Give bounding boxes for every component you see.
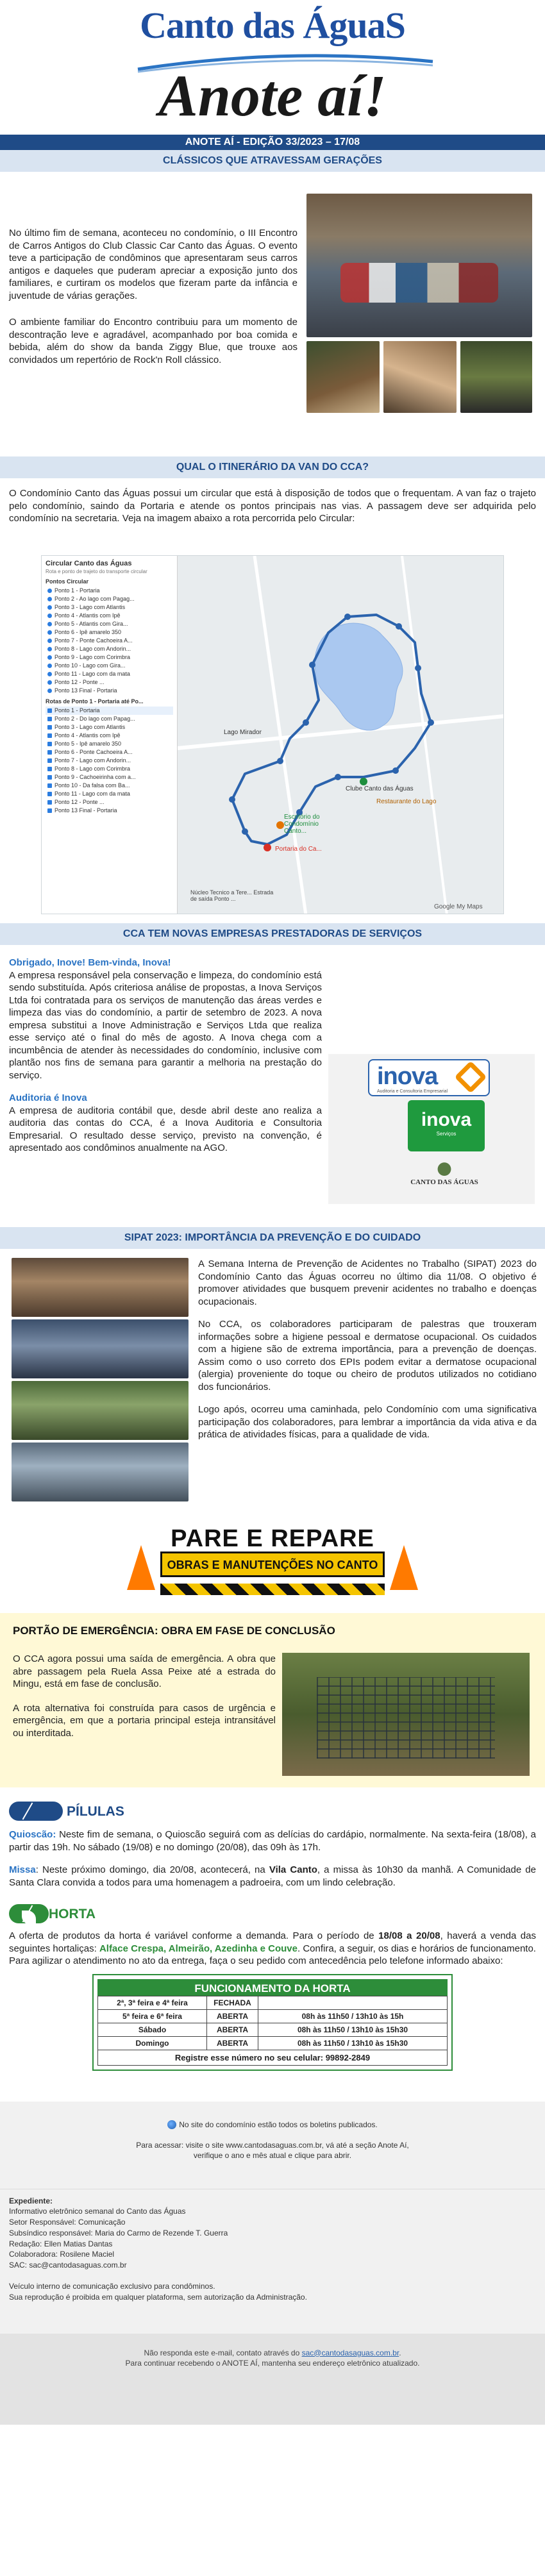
footer-line-3: verifique o ano e mês atual e clique para abrir. [193, 2150, 352, 2160]
horta-content [0, 1930, 545, 1968]
map-group-rotas[interactable]: Rotas de Ponto 1 - Portaria até Po... [46, 698, 144, 705]
missa-key: Missa [9, 1864, 36, 1875]
map-label-escritorio: Escritório do Condomínio Canto... [284, 814, 320, 835]
diamond-icon [455, 1061, 487, 1094]
expediente-note-1: Veículo interno de comunicação exclusivo para condôminos. [9, 2282, 215, 2291]
expediente-lines [9, 2206, 536, 2271]
table-cell: ABERTA [207, 2023, 258, 2036]
empresas-paragraph-1: A empresa responsável pela conservação e limpeza, do condomínio está sendo substituída. Após criteriosa análise de propostas, a Inova Serviços Ltda foi contratada para os serviços de manutenção das áreas verdes e limpeza das vias do condomínio, a partir de setembro de 2023. A nova empresa substitui a Inove Administração e Serviços Ltda que realiza esse serviço até o final do mês de agosto. A Inova chega com a incumbência de atender às necessidades do condomínio, inclusive com plantão nos fins de semana para garantir a melhoria na prestação do serviço. [9, 969, 322, 1081]
hazard-stripe [160, 1584, 385, 1595]
banner-line-2: OBRAS E MANUTENÇÕES NO CANTO [167, 1559, 378, 1571]
horta-badge [9, 1904, 49, 1923]
map-point-item[interactable]: Ponto 3 - Lago com Atlantis [46, 723, 173, 732]
leaf-icon [22, 1911, 36, 1925]
footer-line-1-text: No site do condomínio estão todos os boletins publicados. [179, 2120, 378, 2129]
sipat-photo-1 [12, 1258, 189, 1317]
map-points-list-1 [46, 587, 173, 695]
map-point-item[interactable]: Ponto 6 - Ponte Cachoeira A... [46, 748, 173, 757]
sipat-paragraph-3: Logo após, ocorreu uma caminhada, pelo Condomínio com uma significativa participação dos colaboradores, para lembrar a importância da vida ativa e da prática de atividades físicas, para a qualidade de vida. [198, 1404, 537, 1440]
horta-phone: Registre esse número no seu celular: 99892-2849 [97, 2050, 448, 2066]
table-cell: FECHADA [207, 1996, 258, 2009]
classicos-paragraph-1: No último fim de semana, aconteceu no condomínio, o III Encontro de Carros Antigos do Club Classic Car Canto das Águas. O evento teve a participação de condôminos que apresentaram seus carros antigos e daqueles que puderam apreciar a exposição junto dos familiares, e curtiram os modelos que fizeram parte da infância e juventude de várias gerações. [9, 228, 298, 301]
table-cell: 5ª feira e 6ª feira [98, 2009, 207, 2023]
map-point-item[interactable]: Ponto 4 - Atlantis com Ipê [46, 732, 173, 740]
map-point-item[interactable]: Ponto 4 - Atlantis com Ipê [46, 612, 173, 620]
map-point-item[interactable]: Ponto 5 - Ipê amarelo 350 [46, 740, 173, 748]
table-cell: Sábado [98, 2023, 207, 2036]
globe-icon [167, 2120, 176, 2129]
quioscao-key: Quioscão: [9, 1829, 56, 1840]
empresas-heading-2: Auditoria é Inova [9, 1092, 87, 1103]
map-point-item[interactable]: Ponto 12 - Ponte ... [46, 678, 173, 687]
pill-icon [9, 1802, 63, 1821]
map-point-item[interactable]: Ponto 2 - Ao lago com Pagag... [46, 595, 173, 603]
expediente-line: Setor Responsável: Comunicação [9, 2218, 126, 2227]
horta-vegetables: Alface Crespa, Almeirão, Azedinha e Couve [99, 1943, 298, 1954]
table-cell: 08h às 11h50 / 13h10 às 15h30 [258, 2036, 448, 2050]
unsub-line-2: Para continuar recebendo o ANOTE AÍ, mantenha seu endereço eletrônico atualizado. [125, 2359, 420, 2368]
section-title-sipat: SIPAT 2023: IMPORTÂNCIA DA PREVENÇÃO E DO CUIDADO [0, 1227, 545, 1249]
quioscao-text: Neste fim de semana, o Quioscão seguirá com as delícias do cardápio, normalmente. Na sexta-feira (18/08), a partir das 19h. No sábado (19/08) e no domingo (20/08), das 09h às 17h. [9, 1829, 536, 1853]
map-point-item[interactable]: Ponto 8 - Lago com Corimbra [46, 765, 173, 773]
missa-text-2: , a missa às 10h30 da manhã. A Comunidade de Santa Clara convida a todos para uma homenagem a padroeira, com um lindo celebração. [9, 1864, 536, 1888]
map-point-item[interactable]: Ponto 11 - Lago com da mata [46, 670, 173, 678]
map-point-item[interactable]: Ponto 3 - Lago com Atlantis [46, 603, 173, 612]
map-point-item[interactable]: Ponto 13 Final - Portaria [46, 807, 173, 815]
pilulas-content [0, 1828, 545, 1889]
map-point-item[interactable]: Ponto 7 - Lago com Andorin... [46, 757, 173, 765]
horta-period: 18/08 a 20/08 [378, 1930, 440, 1941]
table-row [98, 2009, 448, 2023]
map-label-portaria: Portaria do Ca... [275, 846, 322, 853]
event-photo-2 [383, 341, 457, 413]
google-my-maps-label: Google My Maps [434, 903, 483, 910]
sipat-photo-2 [12, 1319, 189, 1378]
event-photo-1 [306, 341, 380, 413]
traffic-cone-icon [127, 1545, 155, 1590]
horta-header [0, 1899, 545, 1927]
horta-label: HORTA [49, 1907, 96, 1921]
table-row [98, 2036, 448, 2050]
pare-e-repare-banner [0, 1517, 545, 1613]
map-point-item[interactable]: Ponto 9 - Cachoeirinha com a... [46, 773, 173, 782]
empresas-text [9, 957, 322, 1155]
map-point-item[interactable]: Ponto 6 - Ipê amarelo 350 [46, 628, 173, 637]
map-point-item[interactable]: Ponto 10 - Lago com Gira... [46, 662, 173, 670]
inova-green-word: inova [421, 1109, 472, 1130]
missa-bold: Vila Canto [269, 1864, 317, 1875]
horta-hours-grid [97, 1996, 448, 2050]
inova-green-caption: Serviços [436, 1131, 457, 1137]
expediente-line: SAC: sac@cantodasaguas.com.br [9, 2261, 127, 2270]
section-title-classicos: CLÁSSICOS QUE ATRAVESSAM GERAÇÕES [0, 150, 545, 172]
classicos-paragraph-2: O ambiente familiar do Encontro contribuiu para um momento de descontração leve e agradável, acompanhado por boa comida e bebida, além do show da banda Ziggy Blue, que trouxe aos convidados um repertório de Rock'n Roll clássico. [9, 317, 298, 365]
spacer [0, 2071, 545, 2102]
map-group-pontos[interactable]: Pontos Circular [46, 578, 89, 585]
pilulas-quioscao [9, 1828, 536, 1853]
empresas-paragraph-2: A empresa de auditoria contábil que, desde abril deste ano realiza a auditoria das contas do CCA, é a Inova Auditoria e Consultoria Empresarial. O resultado desse serviço, previsto na convenção, é apresentado aos condôminos anualmente na AGO. [9, 1105, 322, 1153]
map-label-clube: Clube Canto das Águas [346, 785, 414, 792]
sipat-paragraph-1: A Semana Interna de Prevenção de Acidentes no Trabalho (SIPAT) 2023 do Condomínio Canto das Águas ocorreu no último dia 11/08. O objetivo é promover atividades que busquem prevenir acidentes no trabalho e doenças ocupacionais. [198, 1259, 537, 1307]
unsub-line-1 [0, 2348, 545, 2359]
edition-bar: ANOTE AÍ - EDIÇÃO 33/2023 – 17/08 [0, 135, 545, 150]
expediente-block [0, 2189, 545, 2334]
map-label-nucleo: Núcleo Tecnico a Tere... Estrada de saída Ponto ... [190, 889, 274, 902]
banner-block [160, 1525, 385, 1577]
sipat-photo-3 [12, 1381, 189, 1440]
map-point-item[interactable]: Ponto 12 - Ponte ... [46, 798, 173, 807]
unsubscribe-block [0, 2334, 545, 2425]
expediente-line: Colaboradora: Rosilene Maciel [9, 2250, 115, 2259]
horta-paragraph [9, 1930, 536, 1968]
horta-text-e: . Confira, a seguir, os dias e horários de funcionamento. Para agilizar o atendimento no ato da entrega, faça o seu pedido com antecedência pelo telefone informado abaixo: [9, 1943, 536, 1966]
portao-paragraph-2: A rota alternativa foi construída para casos de urgência e emergência, em que a portaria principal esteja intransitável ou interditada. [13, 1702, 276, 1739]
unsub-text-b: . [399, 2348, 401, 2357]
expediente-line: Redação: Ellen Matias Dantas [9, 2239, 113, 2248]
brand-title: Canto das ÁguaS [140, 4, 405, 46]
table-cell [258, 1996, 448, 2009]
empresas-heading-1: Obrigado, Inove! Bem-vinda, Inova! [9, 957, 171, 968]
map-panel-subtitle: Rota e ponto de trajeto do transporte circular [46, 569, 147, 574]
footer-line-2[interactable]: Para acessar: visite o site www.cantodasaguas.com.br, vá até a seção Anote Aí, [136, 2140, 409, 2150]
sipat-photo-4 [12, 1443, 189, 1501]
portao-text [13, 1653, 276, 1751]
pilulas-label: PÍLULAS [67, 1804, 124, 1819]
footer-info [0, 2102, 545, 2189]
map-point-item[interactable]: Ponto 7 - Ponte Cachoeira A... [46, 637, 173, 645]
banner-line-1: PARE E REPARE [171, 1525, 374, 1552]
map-point-item[interactable]: Ponto 1 - Portaria [46, 587, 173, 595]
map-canvas[interactable] [178, 556, 503, 914]
inova-auditoria-logo [368, 1059, 490, 1096]
horta-hours-table [92, 1974, 453, 2071]
horta-table-title: FUNCIONAMENTO DA HORTA [97, 1979, 448, 1996]
map-point-item[interactable]: Ponto 10 - Da falsa com Ba... [46, 782, 173, 790]
newsletter-subtitle: Anote aí! [158, 63, 387, 128]
table-cell: Domingo [98, 2036, 207, 2050]
section-empresas [0, 945, 545, 1227]
classic-cars-photo [306, 194, 532, 337]
sipat-text [198, 1258, 537, 1451]
map-point-item[interactable]: Ponto 9 - Lago com Corimbra [46, 653, 173, 662]
map-label-restaurante: Restaurante do Lago [376, 798, 437, 805]
itinerario-paragraph: O Condomínio Canto das Águas possui um circular que está à disposição de todos que o frequentam. A van faz o trajeto pelo condomínio, saindo da Portaria e atende os pontos principais nas vias. A passagem deve ser adquirida pelo condomínio na secretaria. Veja na imagem abaixo a rota percorrida pelo Circular: [9, 488, 536, 524]
pilulas-header [0, 1796, 545, 1825]
horta-text-c: , haverá a venda das seguintes hortaliças: [9, 1930, 536, 1954]
portao-title: PORTÃO DE EMERGÊNCIA: OBRA EM FASE DE CONCLUSÃO [13, 1625, 335, 1637]
horta-text-a: A oferta de produtos da horta é variável conforme a demanda. Para o período de [9, 1930, 379, 1941]
map-panel-title: Circular Canto das Águas [46, 560, 132, 567]
section-title-itinerario: QUAL O ITINERÁRIO DA VAN DO CCA? [0, 456, 545, 478]
canto-das-aguas-logo-text: CANTO DAS ÁGUAS [410, 1178, 478, 1186]
sipat-paragraph-2: No CCA, os colaboradores participaram de palestras que trouxeram informações sobre a higiene pessoal e dermatose ocupacional. Os cuidados com a higiene são de extrema importância, para a prevenção de doenças. Assim como o uso correto dos EPIs podem evitar a dermatose ocupacional (alergia) proveniente do toque ou cheiro de produtos utilizados no cotidiano dos funcionários. [198, 1319, 537, 1393]
map-point-item[interactable]: Ponto 8 - Lago com Andorin... [46, 645, 173, 653]
canto-das-aguas-logo [396, 1159, 492, 1198]
footer-line-1 [0, 2120, 545, 2130]
map-points-list-2 [46, 707, 173, 815]
inova-servicos-logo [408, 1100, 485, 1151]
sac-email-link[interactable]: sac@cantodasaguas.com.br [301, 2348, 399, 2357]
unsub-text-a: Não responda este e-mail, contato através do [144, 2348, 302, 2357]
table-cell: 2ª, 3ª feira e 4ª feira [98, 1996, 207, 2009]
table-cell: 08h às 11h50 / 13h10 às 15h [258, 2009, 448, 2023]
expediente-note-2: Sua reprodução é proibida em qualquer plataforma, sem autorização da Administração. [9, 2292, 307, 2302]
section-title-empresas: CCA TEM NOVAS EMPRESAS PRESTADORAS DE SERVIÇOS [0, 923, 545, 945]
expediente-line: Subsíndico responsável: Maria do Carmo de Rezende T. Guerra [9, 2228, 228, 2237]
map-point-item[interactable]: Ponto 13 Final - Portaria [46, 687, 173, 695]
table-row [98, 2023, 448, 2036]
map-point-item[interactable]: Ponto 5 - Atlantis com Gira... [46, 620, 173, 628]
inova-logo-caption: Auditoria e Consultoria Empresarial [377, 1089, 448, 1094]
event-photo-3 [460, 341, 532, 413]
map-point-item[interactable]: Ponto 11 - Lago com da mata [46, 790, 173, 798]
section-sipat [0, 1249, 545, 1517]
classicos-text [9, 227, 298, 380]
table-row [98, 1996, 448, 2009]
section-portao [0, 1613, 545, 1787]
inova-logo-word: inova [377, 1063, 438, 1090]
section-itinerario [0, 478, 545, 923]
map-label-lago: Lago Mirador [224, 729, 262, 736]
van-route-map[interactable] [41, 555, 504, 914]
section-classicos [0, 172, 545, 456]
map-point-item[interactable]: Ponto 1 - Portaria [46, 707, 173, 715]
newsletter-header [0, 0, 545, 135]
table-cell: 08h às 11h50 / 13h10 às 15h30 [258, 2023, 448, 2036]
company-logos [328, 1054, 535, 1204]
tree-icon [432, 1159, 457, 1176]
missa-text-1: : Neste próximo domingo, dia 20/08, acontecerá, na [35, 1864, 269, 1875]
expediente-title: Expediente: [9, 2196, 53, 2205]
table-cell: ABERTA [207, 2009, 258, 2023]
emergency-gate-photo [282, 1653, 530, 1776]
map-legend-panel [42, 556, 178, 914]
portao-paragraph-1: O CCA agora possui uma saída de emergência. A obra que abre passagem pela Ruela Assa Peixe até a estrada do Mingu, está em fase de conclusão. [13, 1653, 276, 1689]
traffic-cone-icon [390, 1545, 418, 1590]
expediente-line: Informativo eletrônico semanal do Canto das Águas [9, 2207, 186, 2216]
map-point-item[interactable]: Ponto 2 - Do lago com Papag... [46, 715, 173, 723]
pilulas-missa [9, 1864, 536, 1889]
table-cell: ABERTA [207, 2036, 258, 2050]
